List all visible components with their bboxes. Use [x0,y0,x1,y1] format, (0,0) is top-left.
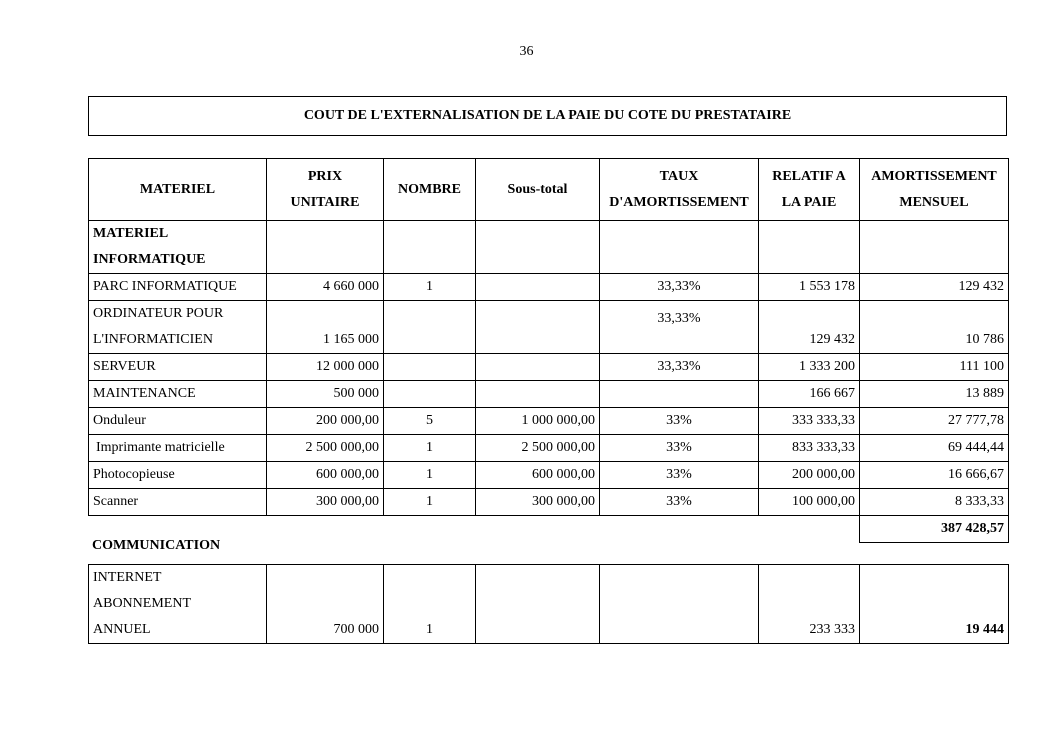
cell-materiel: Photocopieuse [89,462,267,489]
cell-nombre [384,301,476,354]
cell-prix: 700 000 [267,565,384,644]
cell-sous-total [476,301,600,354]
cell-relatif: 129 432 [759,301,860,354]
table-row [89,489,1009,516]
cell-amort: 69 444,44 [860,435,1009,462]
cell-materiel: ORDINATEUR POUR L'INFORMATICIEN [89,301,267,354]
cell-amort: 27 777,78 [860,408,1009,435]
table-row [89,301,1009,354]
section-row-informatique [89,221,1009,274]
cell-prix: 200 000,00 [267,408,384,435]
page-number: 36 [519,44,534,59]
header-amortissement: AMORTISSEMENT MENSUEL [860,159,1009,221]
cell-relatif: 1 333 200 [759,354,860,381]
cell-prix: 300 000,00 [267,489,384,516]
cell-taux: 33% [600,408,759,435]
cell-relatif: 233 333 [759,565,860,644]
table-row [89,565,1009,644]
section-label-informatique: MATERIEL INFORMATIQUE [89,221,267,274]
cell-materiel: Onduleur [89,408,267,435]
cell-prix: 600 000,00 [267,462,384,489]
cell-relatif: 1 553 178 [759,274,860,301]
header-relatif: RELATIF A LA PAIE [759,159,860,221]
cell-relatif: 200 000,00 [759,462,860,489]
header-prix-unitaire: PRIX UNITAIRE [267,159,384,221]
table-title: COUT DE L'EXTERNALISATION DE LA PAIE DU COTE DU PRESTATAIRE [88,96,1007,136]
cell-sous-total: 600 000,00 [476,462,600,489]
cell-taux: 33% [600,435,759,462]
cell-prix: 12 000 000 [267,354,384,381]
table-row [89,274,1009,301]
header-sous-total: Sous-total [476,159,600,221]
table-row [89,381,1009,408]
table-row [89,408,1009,435]
cell-nombre: 1 [384,489,476,516]
cell-materiel: PARC INFORMATIQUE [89,274,267,301]
cell-materiel: Imprimante matricielle [89,435,267,462]
table-row [89,354,1009,381]
cell-relatif: 166 667 [759,381,860,408]
header-nombre: NOMBRE [384,159,476,221]
cell-taux: 33,33% [600,301,759,354]
cell-amort: 10 786 [860,301,1009,354]
cell-prix: 4 660 000 [267,274,384,301]
cell-sous-total: 2 500 000,00 [476,435,600,462]
cell-amort: 111 100 [860,354,1009,381]
header-materiel: MATERIEL [89,159,267,221]
cell-taux [600,565,759,644]
cell-relatif: 100 000,00 [759,489,860,516]
cost-table [88,158,1009,543]
cell-sous-total [476,381,600,408]
cell-nombre [384,354,476,381]
cell-prix: 2 500 000,00 [267,435,384,462]
cell-nombre: 1 [384,435,476,462]
cell-nombre: 5 [384,408,476,435]
cell-amort: 19 444 [860,565,1009,644]
cell-nombre: 1 [384,274,476,301]
table-row [89,435,1009,462]
cell-prix: 500 000 [267,381,384,408]
cell-taux: 33% [600,462,759,489]
cell-sous-total [476,565,600,644]
cell-taux [600,381,759,408]
cell-prix: 1 165 000 [267,301,384,354]
cell-sous-total: 1 000 000,00 [476,408,600,435]
table-row [89,462,1009,489]
cell-amort: 8 333,33 [860,489,1009,516]
cell-taux: 33% [600,489,759,516]
communication-table [88,564,1009,644]
cell-sous-total: 300 000,00 [476,489,600,516]
cell-sous-total [476,354,600,381]
cell-materiel: SERVEUR [89,354,267,381]
section-label-communication: COMMUNICATION [92,538,221,553]
header-row [89,159,1009,221]
cell-relatif: 833 333,33 [759,435,860,462]
cell-sous-total [476,274,600,301]
cell-taux: 33,33% [600,354,759,381]
cell-amort: 13 889 [860,381,1009,408]
cell-materiel: MAINTENANCE [89,381,267,408]
header-taux: TAUX D'AMORTISSEMENT [600,159,759,221]
total-informatique: 387 428,57 [860,516,1009,543]
cell-taux: 33,33% [600,274,759,301]
cell-relatif: 333 333,33 [759,408,860,435]
cell-nombre: 1 [384,462,476,489]
total-row [89,516,1009,543]
cell-amort: 16 666,67 [860,462,1009,489]
cell-materiel: Scanner [89,489,267,516]
cell-amort: 129 432 [860,274,1009,301]
cell-nombre [384,381,476,408]
cell-nombre: 1 [384,565,476,644]
cell-materiel: INTERNET ABONNEMENT ANNUEL [89,565,267,644]
